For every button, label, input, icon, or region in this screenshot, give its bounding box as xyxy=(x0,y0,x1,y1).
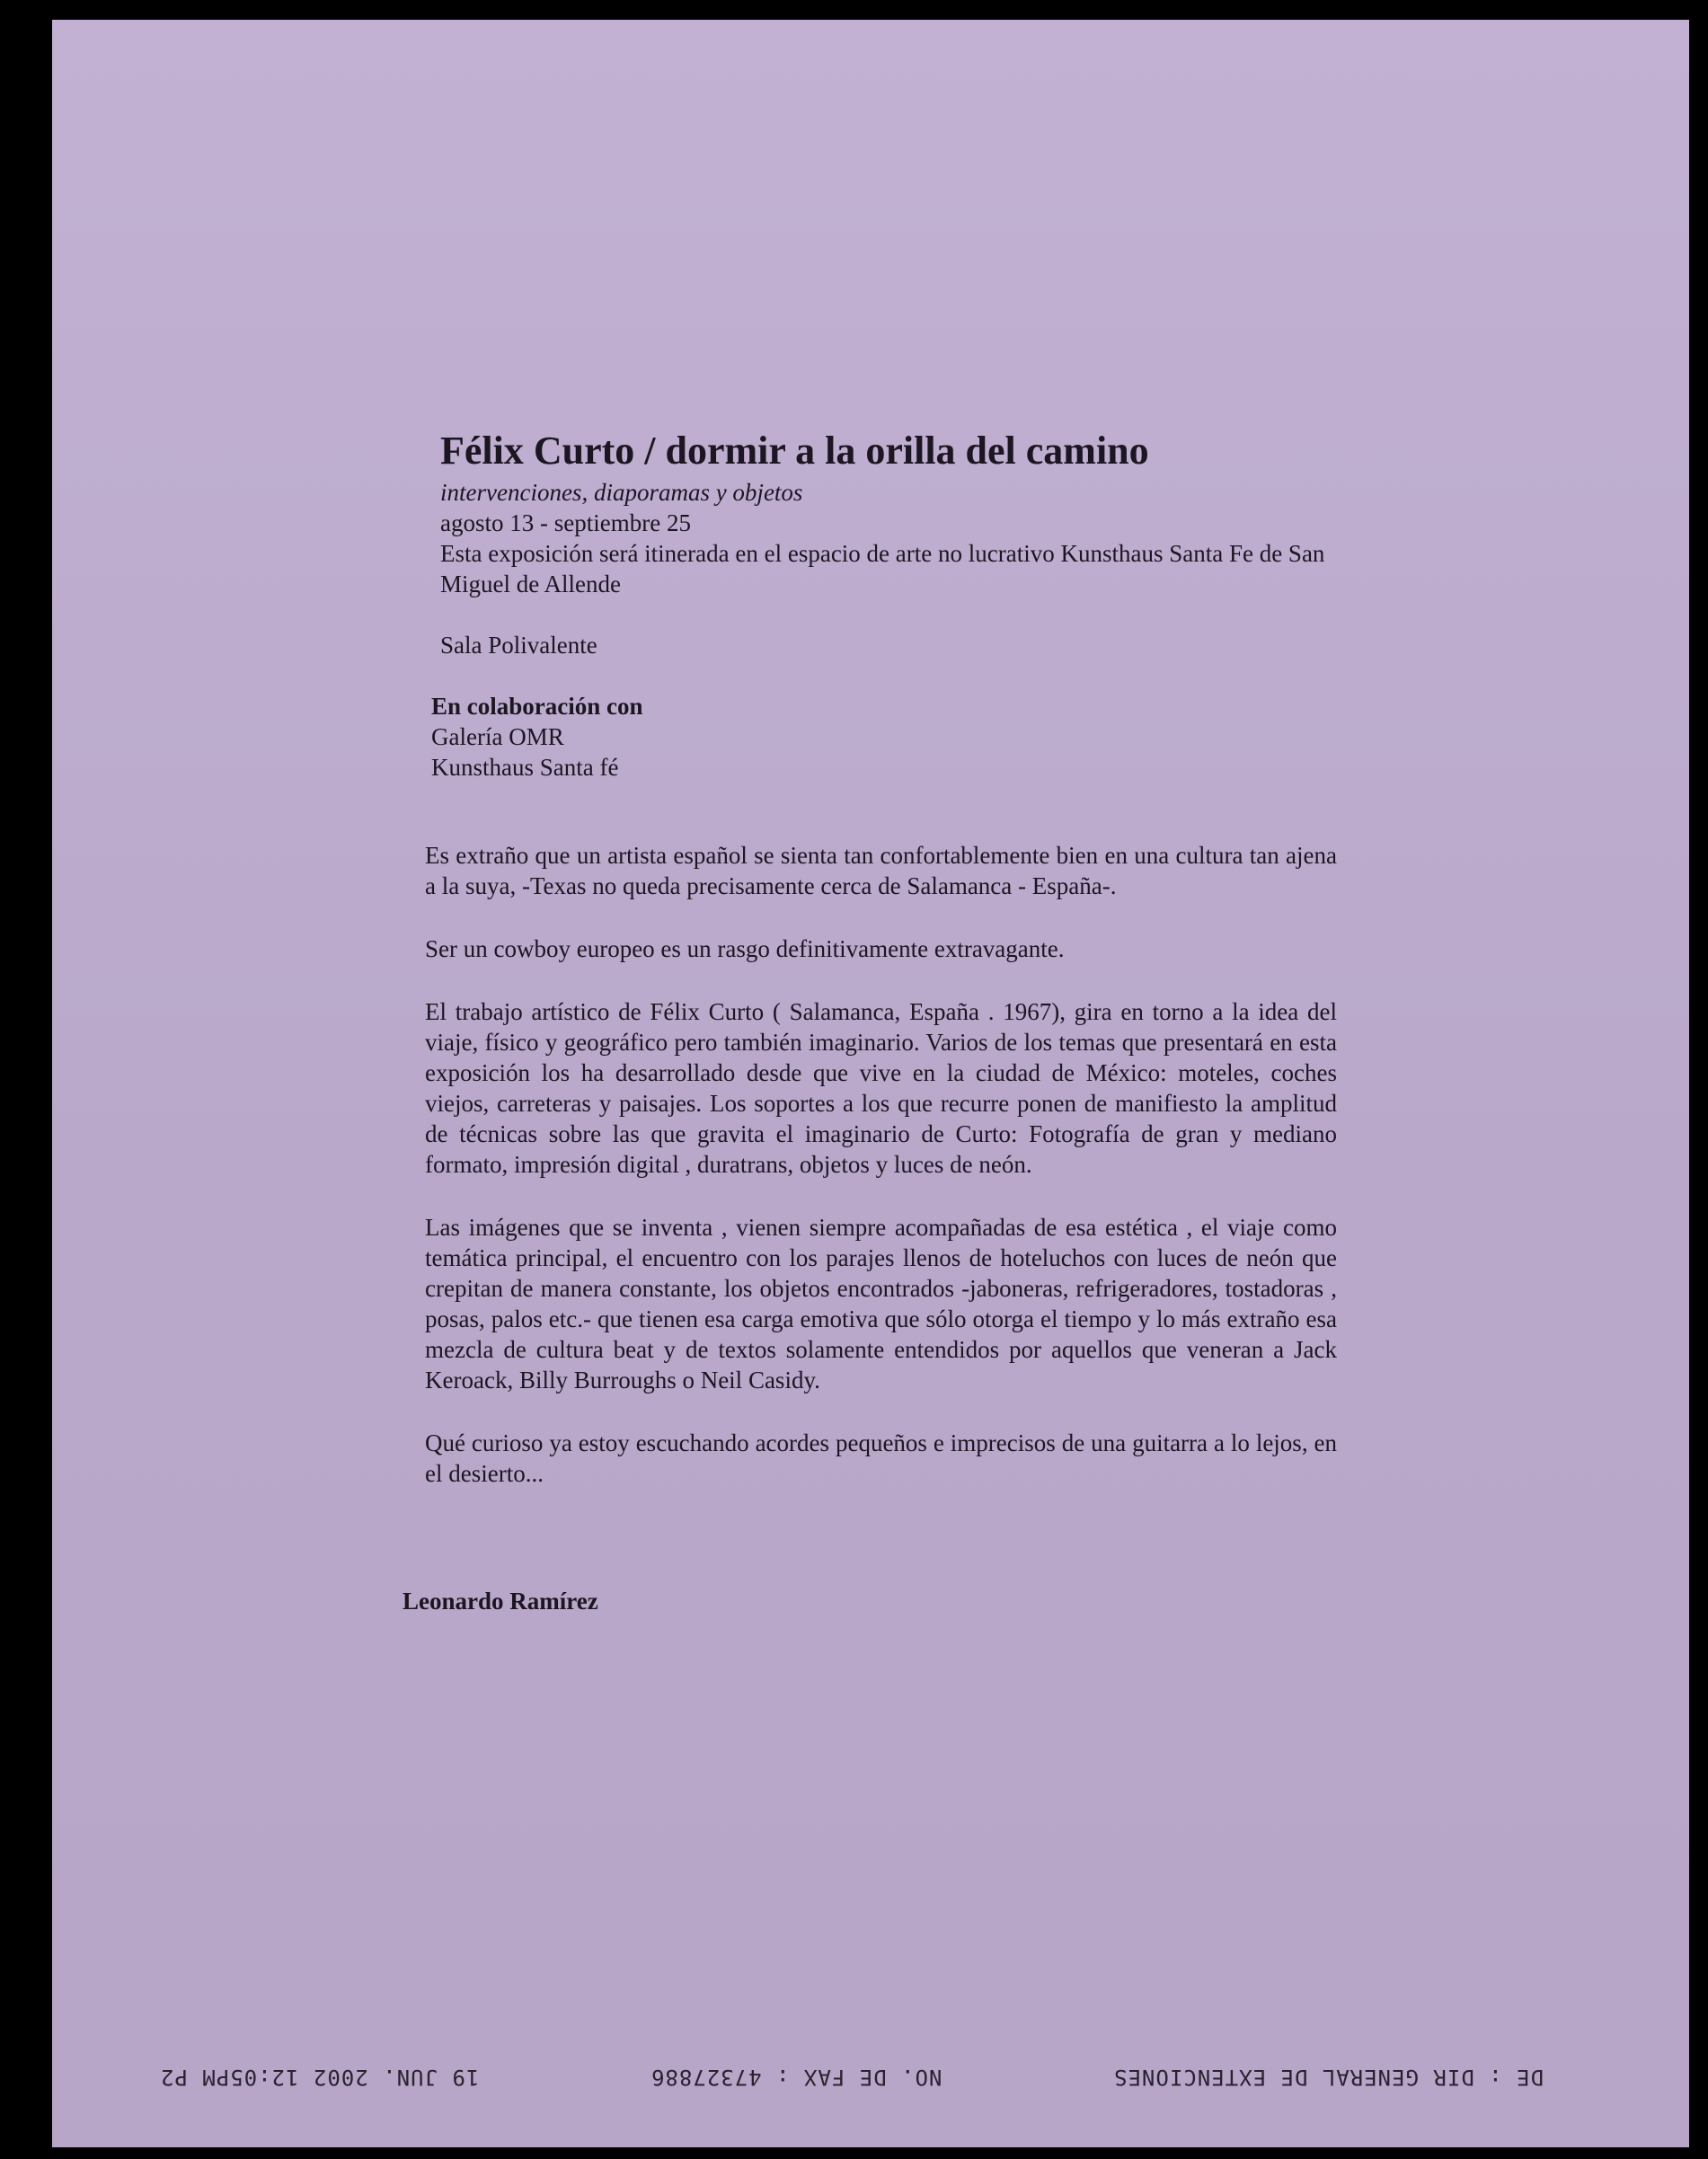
fax-timestamp: 19 JUN. 2002 12:05PM P2 xyxy=(160,2065,480,2090)
document-title: Félix Curto / dormir a la orilla del camino xyxy=(440,429,1149,473)
document-body xyxy=(385,429,1337,1616)
body-paragraph: Ser un cowboy europeo es un rasgo definitivamente extravagante. xyxy=(425,935,1065,962)
fax-sender: DE : DIR GENERAL DE EXTENCIONES xyxy=(1113,2065,1544,2090)
body-paragraph: Es extraño que un artista español se sienta tan confortablemente bien en una cultura tan ajena a la suya, -Texas no queda precisamente cerca de Salamanca - España-. xyxy=(425,842,1337,899)
venue-name: Sala Polivalente xyxy=(440,632,597,659)
fax-header-line xyxy=(160,2059,1544,2095)
collaboration-block xyxy=(431,691,1337,783)
body-paragraph: Las imágenes que se inventa , vienen siempre acompañadas de esa estética , el viaje como temática principal, el encuentro con los parajes llenos de hoteluchos con luces de neón que crepitan de manera constante, los objetos encontrados -jaboneras, refrigeradores, tostadoras , posas, palos etc.- que tienen esa carga emotiva que sólo otorga el tiempo y lo más extraño esa mezcla de cultura beat y de textos solamente entendidos por aquellos que veneran a Jack Keroack, Billy Burroughs o Neil Casidy. xyxy=(425,1214,1337,1394)
body-paragraph: Qué curioso ya estoy escuchando acordes pequeños e imprecisos de una guitarra a lo lejos, en el desierto... xyxy=(425,1429,1337,1487)
body-paragraph: El trabajo artístico de Félix Curto ( Salamanca, España . 1967), gira en torno a la idea del viaje, físico y geográfico pero también imaginario. Varios de los temas que presentará en esta exposición los ha desarrollado desde que vive en la ciudad de México: moteles, coches viejos, carreteras y paisajes. Los soportes a los que recurre ponen de manifiesto la amplitud de técnicas sobre las que gravita el imaginario de Curto: Fotografía de gran y mediano formato, impresión digital , duratrans, objetos y luces de neón. xyxy=(425,998,1337,1178)
collaboration-partner: Galería OMR xyxy=(431,723,564,750)
fax-number: NO. DE FAX : 47327886 xyxy=(650,2065,942,2090)
collaboration-heading: En colaboración con xyxy=(431,693,643,720)
scanned-page xyxy=(52,20,1689,2147)
collaboration-partner: Kunsthaus Santa fé xyxy=(431,754,619,781)
author-signature: Leonardo Ramírez xyxy=(403,1588,598,1615)
itinerancy-note: Esta exposición será itinerada en el espacio de arte no lucrativo Kunsthaus Santa Fe de San Miguel de Allende xyxy=(440,540,1325,597)
document-subtitle: intervenciones, diaporamas y objetos xyxy=(440,479,803,506)
exhibition-dates: agosto 13 - septiembre 25 xyxy=(440,509,691,536)
